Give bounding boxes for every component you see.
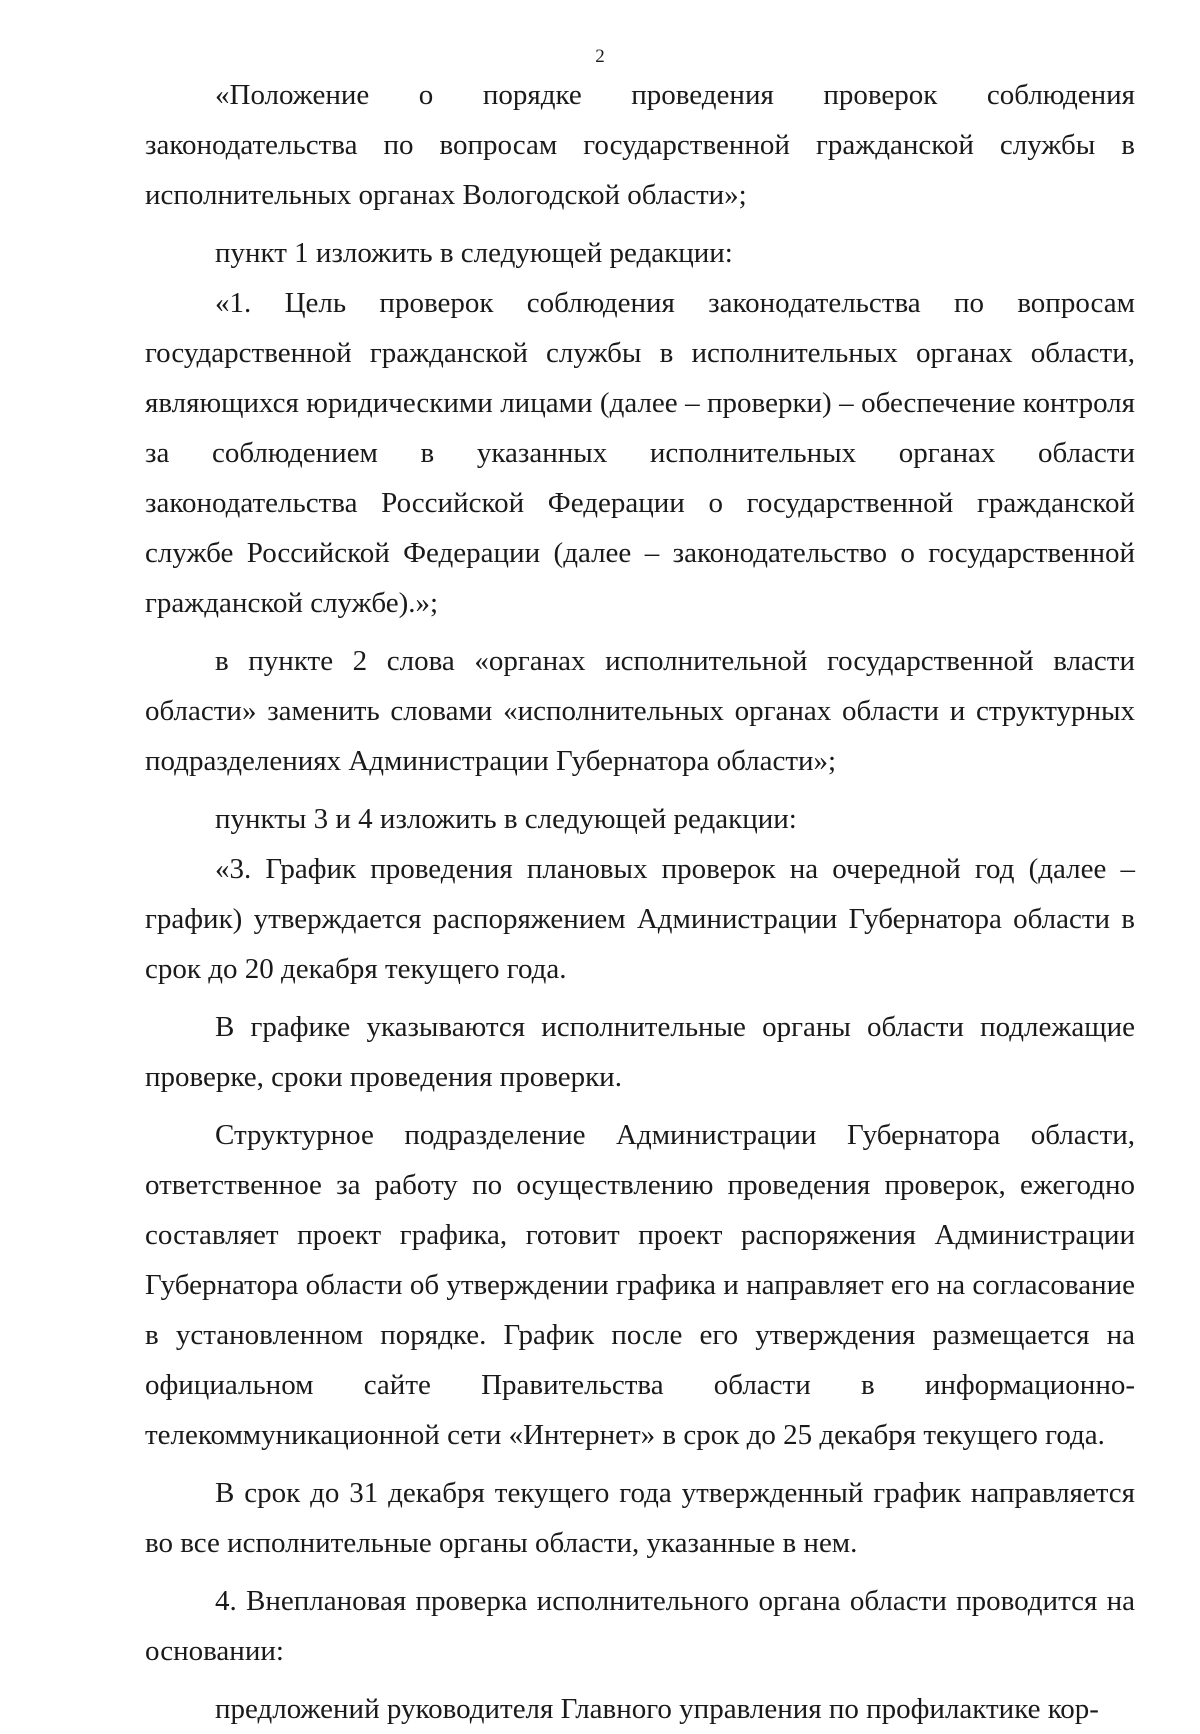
document-body <box>145 70 1135 1734</box>
paragraph-items-3-4-intro: пункты 3 и 4 изложить в следующей редакции: <box>215 803 797 835</box>
paragraph-item-2-amendment: в пункте 2 слова «органах исполнительной государственной власти области» заменить словами «исполнительных органах области и структурных подразделениях Администрации Губернатора области»; <box>145 645 1135 777</box>
page-number: 2 <box>595 46 605 67</box>
paragraph-schedule-contents: В графике указываются исполнительные органы области подлежащие проверке, сроки проведения проверки. <box>145 1011 1135 1093</box>
paragraph-item-1-intro: пункт 1 изложить в следующей редакции: <box>215 237 733 269</box>
paragraph-schedule-distribution: В срок до 31 декабря текущего года утвержденный график направляется во все исполнительные органы области, указанные в нем. <box>145 1477 1135 1559</box>
paragraph-item-3-text: «3. График проведения плановых проверок на очередной год (далее – график) утверждается распоряжением Администрации Губернатора области в срок до 20 декабря текущего года. <box>145 853 1135 985</box>
paragraph-item-1-text: «1. Цель проверок соблюдения законодательства по вопросам государственной гражданской службы в исполнительных органах области, являющихся юридическими лицами (далее – проверки) – обеспечение контроля за соблюдением в указанных исполнительных органах области законодательства Российской Федерации о государственной гражданской службе Российской Федерации (далее – законодательство о государственной гражданской службе).»; <box>145 287 1135 619</box>
paragraph-schedule-preparation: Структурное подразделение Администрации Губернатора области, ответственное за работу по осуществлению проведения проверок, ежегодно составляет проект графика, готовит проект распоряжения Администрации Губернатора области об утверждении графика и направляет его на согласование в установленном порядке. График после его утверждения размещается на официальном сайте Правительства области в информационно-телекоммуникационной сети «Интернет» в срок до 25 декабря текущего года. <box>145 1119 1135 1451</box>
paragraph-item-4-text: 4. Внеплановая проверка исполнительного органа области проводится на основании: <box>145 1585 1135 1667</box>
paragraph-item-4-basis: предложений руководителя Главного управления по профилактике кор- <box>215 1693 1099 1725</box>
paragraph-regulation-title: «Положение о порядке проведения проверок соблюдения законодательства по вопросам государственной гражданской службы в исполнительных органах Вологодской области»; <box>145 79 1135 211</box>
